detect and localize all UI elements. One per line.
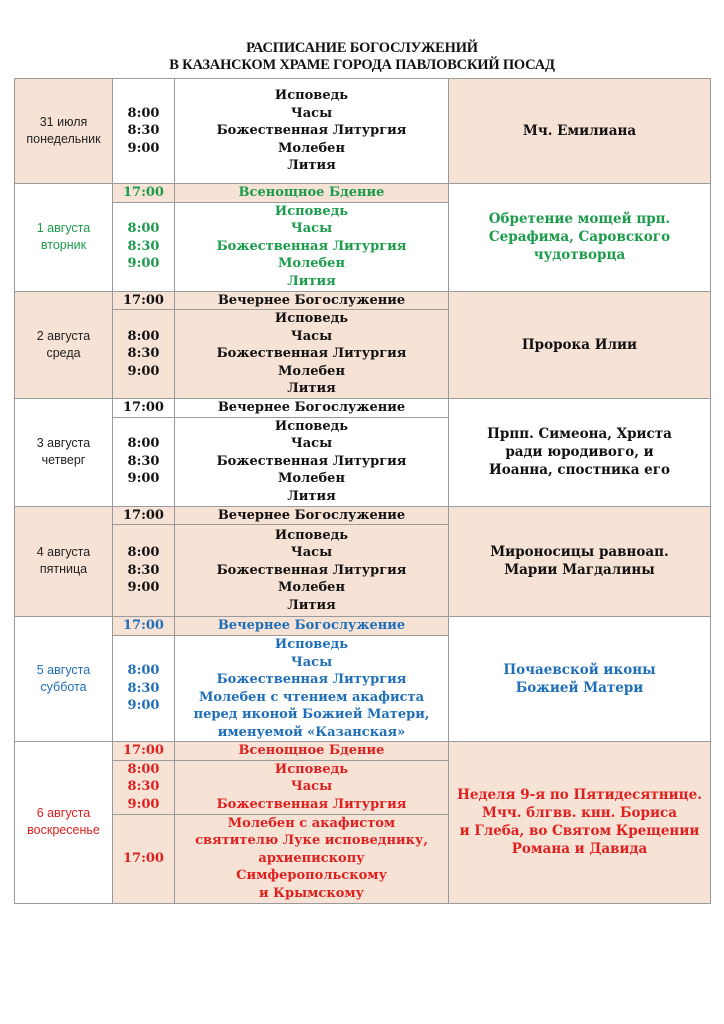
eve-service-cell [175, 291, 449, 310]
time-cell [113, 79, 175, 184]
service-item: Божественная Литургия [216, 672, 407, 687]
time-value: 17:00 [123, 618, 164, 634]
eve-service-cell [175, 184, 449, 203]
service-item: Молебен [278, 363, 345, 379]
feast-line: чудотворца [533, 247, 626, 264]
time-value: 8:00 [127, 221, 160, 237]
date-label: 31 июля [39, 115, 88, 129]
date-cell [15, 291, 113, 399]
time-value: 9:00 [127, 698, 160, 714]
time-value: 9:00 [127, 256, 160, 272]
schedule-row [15, 79, 711, 184]
document-title [0, 40, 724, 74]
feast-line: и Глеба, во Святом Крещении [459, 823, 700, 840]
time-value: 9:00 [127, 580, 160, 596]
date-label: 2 августа [36, 328, 91, 343]
time-cell [113, 310, 175, 399]
title-line-1: РАСПИСАНИЕ БОГОСЛУЖЕНИЙ [246, 40, 478, 56]
feast-line: Почаевской иконы [503, 662, 656, 678]
time-cell [113, 814, 175, 903]
weekday-label: понедельник [26, 132, 101, 146]
time-value: 17:00 [123, 185, 164, 200]
service-item: и Крымскому [259, 885, 364, 901]
schedule-row [15, 399, 711, 418]
service-item: Исповедь [274, 761, 349, 777]
feast-line: Мироносицы равноап. [490, 544, 669, 561]
time-value: 17:00 [123, 400, 164, 415]
time-value: 8:00 [127, 105, 160, 121]
service-item: Часы [290, 436, 333, 452]
date-label: 6 августа [36, 806, 91, 821]
time-value: 17:00 [123, 850, 164, 866]
feast-cell [449, 291, 711, 399]
time-cell [113, 636, 175, 742]
service-item: Молебен [278, 471, 345, 487]
time-value: 17:00 [123, 292, 164, 308]
feast-line: Прпп. Симеона, Христа [487, 426, 672, 443]
time-value: 8:00 [127, 663, 160, 679]
title-line-2: В КАЗАНСКОМ ХРАМЕ ГОРОДА ПАВЛОВСКИЙ ПОСАД [169, 57, 555, 73]
weekday-label: пятница [39, 562, 88, 577]
service-item: Лития [287, 381, 336, 397]
service-item: Всенощное Бдение [238, 743, 385, 758]
service-item: Исповедь [274, 637, 349, 652]
time-value: 8:00 [127, 328, 160, 344]
service-item: Вечернее Богослужение [217, 292, 406, 308]
schedule-row [15, 291, 711, 310]
eve-service-cell [175, 399, 449, 418]
weekday-label: четверг [41, 453, 86, 468]
time-value: 8:00 [127, 761, 160, 777]
feast-line: Обретение мощей прп. [488, 211, 671, 228]
weekday-label: среда [46, 345, 81, 360]
feast-cell [449, 742, 711, 904]
eve-time-cell [113, 506, 175, 525]
service-item: Часы [290, 654, 333, 670]
weekday-label: воскресенье [27, 823, 100, 838]
time-value: 8:30 [127, 779, 160, 795]
feast-line: Романа и Давида [511, 841, 648, 858]
service-item: святителю Луке исповеднику, [195, 833, 428, 849]
service-cell [175, 202, 449, 291]
service-item: Исповедь [274, 418, 349, 434]
time-value: 8:00 [127, 436, 160, 452]
feast-line: Марии Магдалины [504, 562, 655, 579]
feast-line: Серафима, Саровского [488, 229, 671, 246]
feast-cell [449, 617, 711, 742]
time-value: 9:00 [127, 471, 160, 487]
feast-cell [449, 506, 711, 617]
service-item: Божественная Литургия [216, 346, 407, 362]
service-item: Часы [290, 545, 333, 561]
date-cell [15, 399, 113, 507]
service-item: Всенощное Бдение [238, 185, 385, 200]
service-cell [175, 417, 449, 506]
feast-line: Пророка Илии [521, 336, 638, 353]
time-cell [113, 760, 175, 814]
feast-line: Иоанна, спостника его [488, 462, 671, 479]
service-item: Божественная Литургия [216, 123, 407, 139]
time-value: 9:00 [127, 796, 160, 812]
service-item: именуемой «Казанская» [217, 724, 406, 740]
time-value: 8:30 [127, 453, 160, 469]
eve-service-cell [175, 617, 449, 636]
service-item: Исповедь [274, 527, 349, 543]
service-cell [175, 760, 449, 814]
feast-line: Божией Матери [515, 680, 644, 696]
time-value: 17:00 [123, 507, 164, 523]
eve-time-cell [113, 291, 175, 310]
date-label: 1 августа [36, 221, 91, 236]
time-value: 8:30 [127, 238, 160, 254]
weekday-label: суббота [40, 680, 87, 694]
feast-line: Неделя 9-я по Пятидесятнице. [457, 787, 702, 804]
feast-line: Мчч. блгвв. кнн. Бориса [482, 805, 677, 822]
time-value: 8:30 [127, 562, 160, 578]
service-item: Часы [290, 779, 333, 795]
service-item: Божественная Литургия [216, 238, 407, 254]
service-item: Лития [287, 597, 336, 613]
date-cell [15, 742, 113, 904]
feast-cell [449, 184, 711, 292]
time-value: 8:30 [127, 346, 160, 362]
date-cell [15, 79, 113, 184]
feast-line: Мч. Емилиана [522, 123, 637, 139]
service-cell [175, 636, 449, 742]
time-value: 9:00 [127, 140, 160, 156]
time-value: 17:00 [123, 743, 164, 758]
schedule-row [15, 617, 711, 636]
time-value: 9:00 [127, 363, 160, 379]
time-cell [113, 417, 175, 506]
schedule-row [15, 506, 711, 525]
service-item: Божественная Литургия [216, 453, 407, 469]
service-item: архиепископу [258, 850, 365, 866]
date-label: 4 августа [36, 545, 91, 560]
schedule-row [15, 742, 711, 761]
date-cell [15, 506, 113, 617]
service-item: Молебен [278, 140, 345, 156]
service-item: Вечернее Богослужение [217, 618, 406, 634]
time-value: 8:30 [127, 123, 160, 139]
service-item: Исповедь [274, 88, 349, 104]
service-item: Исповедь [274, 311, 349, 327]
eve-time-cell [113, 742, 175, 761]
service-item: Симферопольскому [236, 868, 387, 884]
schedule-row [15, 184, 711, 203]
feast-cell [449, 399, 711, 507]
service-item: Молебен с чтением акафиста [198, 689, 424, 705]
eve-time-cell [113, 399, 175, 418]
service-item: Исповедь [274, 203, 349, 219]
service-item: Часы [290, 328, 333, 344]
eve-service-cell [175, 742, 449, 761]
time-cell [113, 525, 175, 617]
service-item: Часы [290, 105, 333, 121]
time-value: 8:00 [127, 545, 160, 561]
feast-line: ради юродивого, и [505, 444, 654, 461]
service-cell [175, 79, 449, 184]
eve-time-cell [113, 617, 175, 636]
feast-cell [449, 79, 711, 184]
eve-service-cell [175, 506, 449, 525]
service-item: Вечернее Богослужение [217, 507, 406, 523]
service-cell [175, 310, 449, 399]
service-item: Лития [287, 488, 336, 504]
service-item: Божественная Литургия [216, 562, 407, 578]
service-item: Вечернее Богослужение [217, 400, 406, 415]
service-item: Молебен [278, 256, 345, 272]
eve-time-cell [113, 184, 175, 203]
schedule-table [14, 78, 711, 904]
weekday-label: вторник [40, 238, 87, 253]
service-item: Лития [287, 273, 336, 289]
service-cell [175, 525, 449, 617]
date-label: 3 августа [36, 436, 91, 451]
date-cell [15, 184, 113, 292]
date-cell [15, 617, 113, 742]
service-item: Лития [287, 158, 336, 174]
service-item: Божественная Литургия [216, 796, 407, 812]
date-label: 5 августа [36, 663, 91, 677]
service-item: перед иконой Божией Матери, [193, 707, 430, 722]
service-cell [175, 814, 449, 903]
service-item: Молебен [278, 580, 345, 596]
service-item: Часы [290, 221, 333, 237]
time-value: 8:30 [127, 680, 160, 696]
service-item: Молебен с акафистом [227, 815, 396, 831]
time-cell [113, 202, 175, 291]
